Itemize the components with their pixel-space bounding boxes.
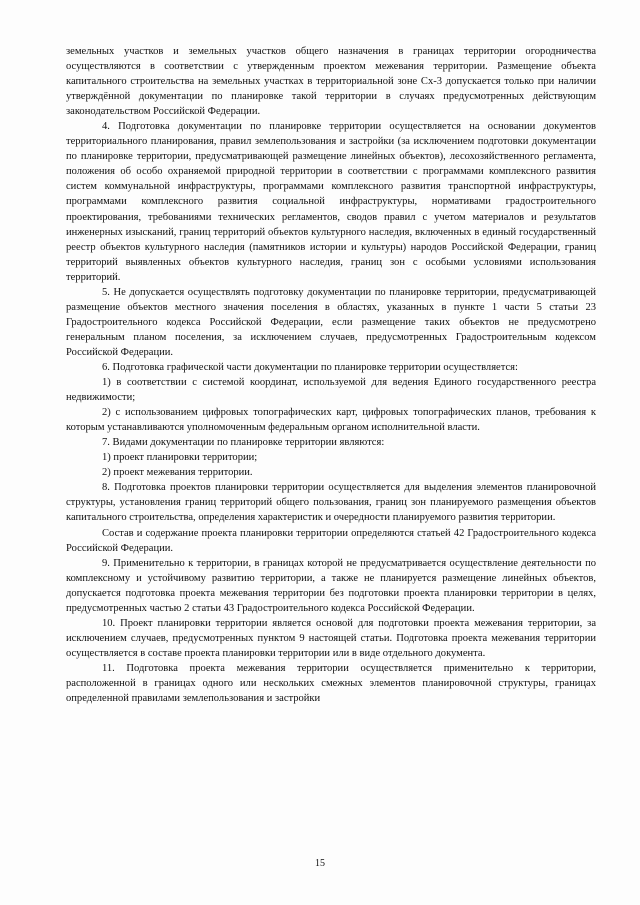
paragraph-item-6: 6. Подготовка графической части документации по планировке территории осуществляется: [102,361,518,373]
paragraph-item-5: 5. Не допускается осуществлять подготовку документации по планировке территории, предусматривающей размещение объектов местного значения поселения в областях, указанных в пункте 1 части 5 статьи 23 Градостроительного кодекса Российской Федерации, если размещение таких объектов не предусмотрено генеральным планом поселения, за исключением случаев, предусмотренных Градостроительным кодексом Российской Федерации. [66,286,596,358]
paragraph-item-7-1: 1) проект планировки территории; [102,452,258,464]
paragraph-item-6-1: 1) в соответствии с системой координат, используемой для ведения Единого государственного реестра недвижимости; [66,377,596,404]
paragraph-continuation: земельных участков и земельных участков общего назначения в границах территории огородничества осуществляются в соответствии с утвержденным проектом межевания территории. Размещение объекта капитального строительства на земельных участках в территориальной зоне Сх-3 допускается только при наличии утверждённой документации по планировке такой территории в случаях предусмотренных действующим законодательством Российской Федерации. [66,46,596,118]
page-number: 15 [315,858,325,869]
paragraph-item-8: 8. Подготовка проектов планировки территории осуществляется для выделения элементов планировочной структуры, установления границ территорий общего пользования, границ зон планируемого размещения объектов капитального строительства, определения характеристик и очередности планируемого развития территории. [66,482,596,524]
paragraph-item-8-composition: Состав и содержание проекта планировки территории определяются статьей 42 Градостроительного кодекса Российской Федерации. [66,527,596,554]
paragraph-item-11: 11. Подготовка проекта межевания территории осуществляется применительно к территории, расположенной в границах одного или нескольких смежных элементов планировочной структуры, границах определенной правилами землепользования и застройки [66,662,596,705]
paragraph-item-9: 9. Применительно к территории, в границах которой не предусматривается осуществление деятельности по комплексному и устойчивому развитию территории, а также не планируется размещение линейных объектов, допускается подготовка проекта межевания территории без подготовки проекта планировки территории в целях, предусмотренных частью 2 статьи 43 Градостроительного кодекса Российской Федерации. [66,557,596,614]
paragraph-item-6-2: 2) с использованием цифровых топографических карт, цифровых топографических планов, требования к которым устанавливаются уполномоченным федеральным органом исполнительной власти. [66,407,596,434]
paragraph-item-10: 10. Проект планировки территории является основой для подготовки проекта межевания территории, за исключением случаев, предусмотренных пунктом 9 настоящей статьи. Подготовка проекта межевания территории осуществляется в составе проекта планировки территории или в виде отдельного документа. [66,617,596,659]
paragraph-item-4: 4. Подготовка документации по планировке территории осуществляется на основании документов территориального планирования, правил землепользования и застройки (за исключением подготовки документации по планировке территории, предусматривающей размещение линейных объектов), лесохозяйственного регламента, положения об особо охраняемой природной территории в соответствии с программами комплексного развития систем коммунальной инфраструктуры, программами комплексного развития транспортной инфраструктуры, программами комплексного развития социальной инфраструктуры, нормативами градостроительного проектирования, требованиями технических регламентов, сводов правил с учетом материалов и результатов инженерных изысканий, границ территорий объектов культурного наследия, включенных в единый государственный реестр объектов культурного наследия (памятников истории и культуры) народов Российской Федерации, границ территорий выявленных объектов культурного наследия, границ зон с особыми условиями использования территорий. [66,121,596,283]
paragraph-item-7-2: 2) проект межевания территории. [102,467,253,479]
document-body [66,44,596,706]
paragraph-item-7: 7. Видами документации по планировке территории являются: [102,437,385,449]
